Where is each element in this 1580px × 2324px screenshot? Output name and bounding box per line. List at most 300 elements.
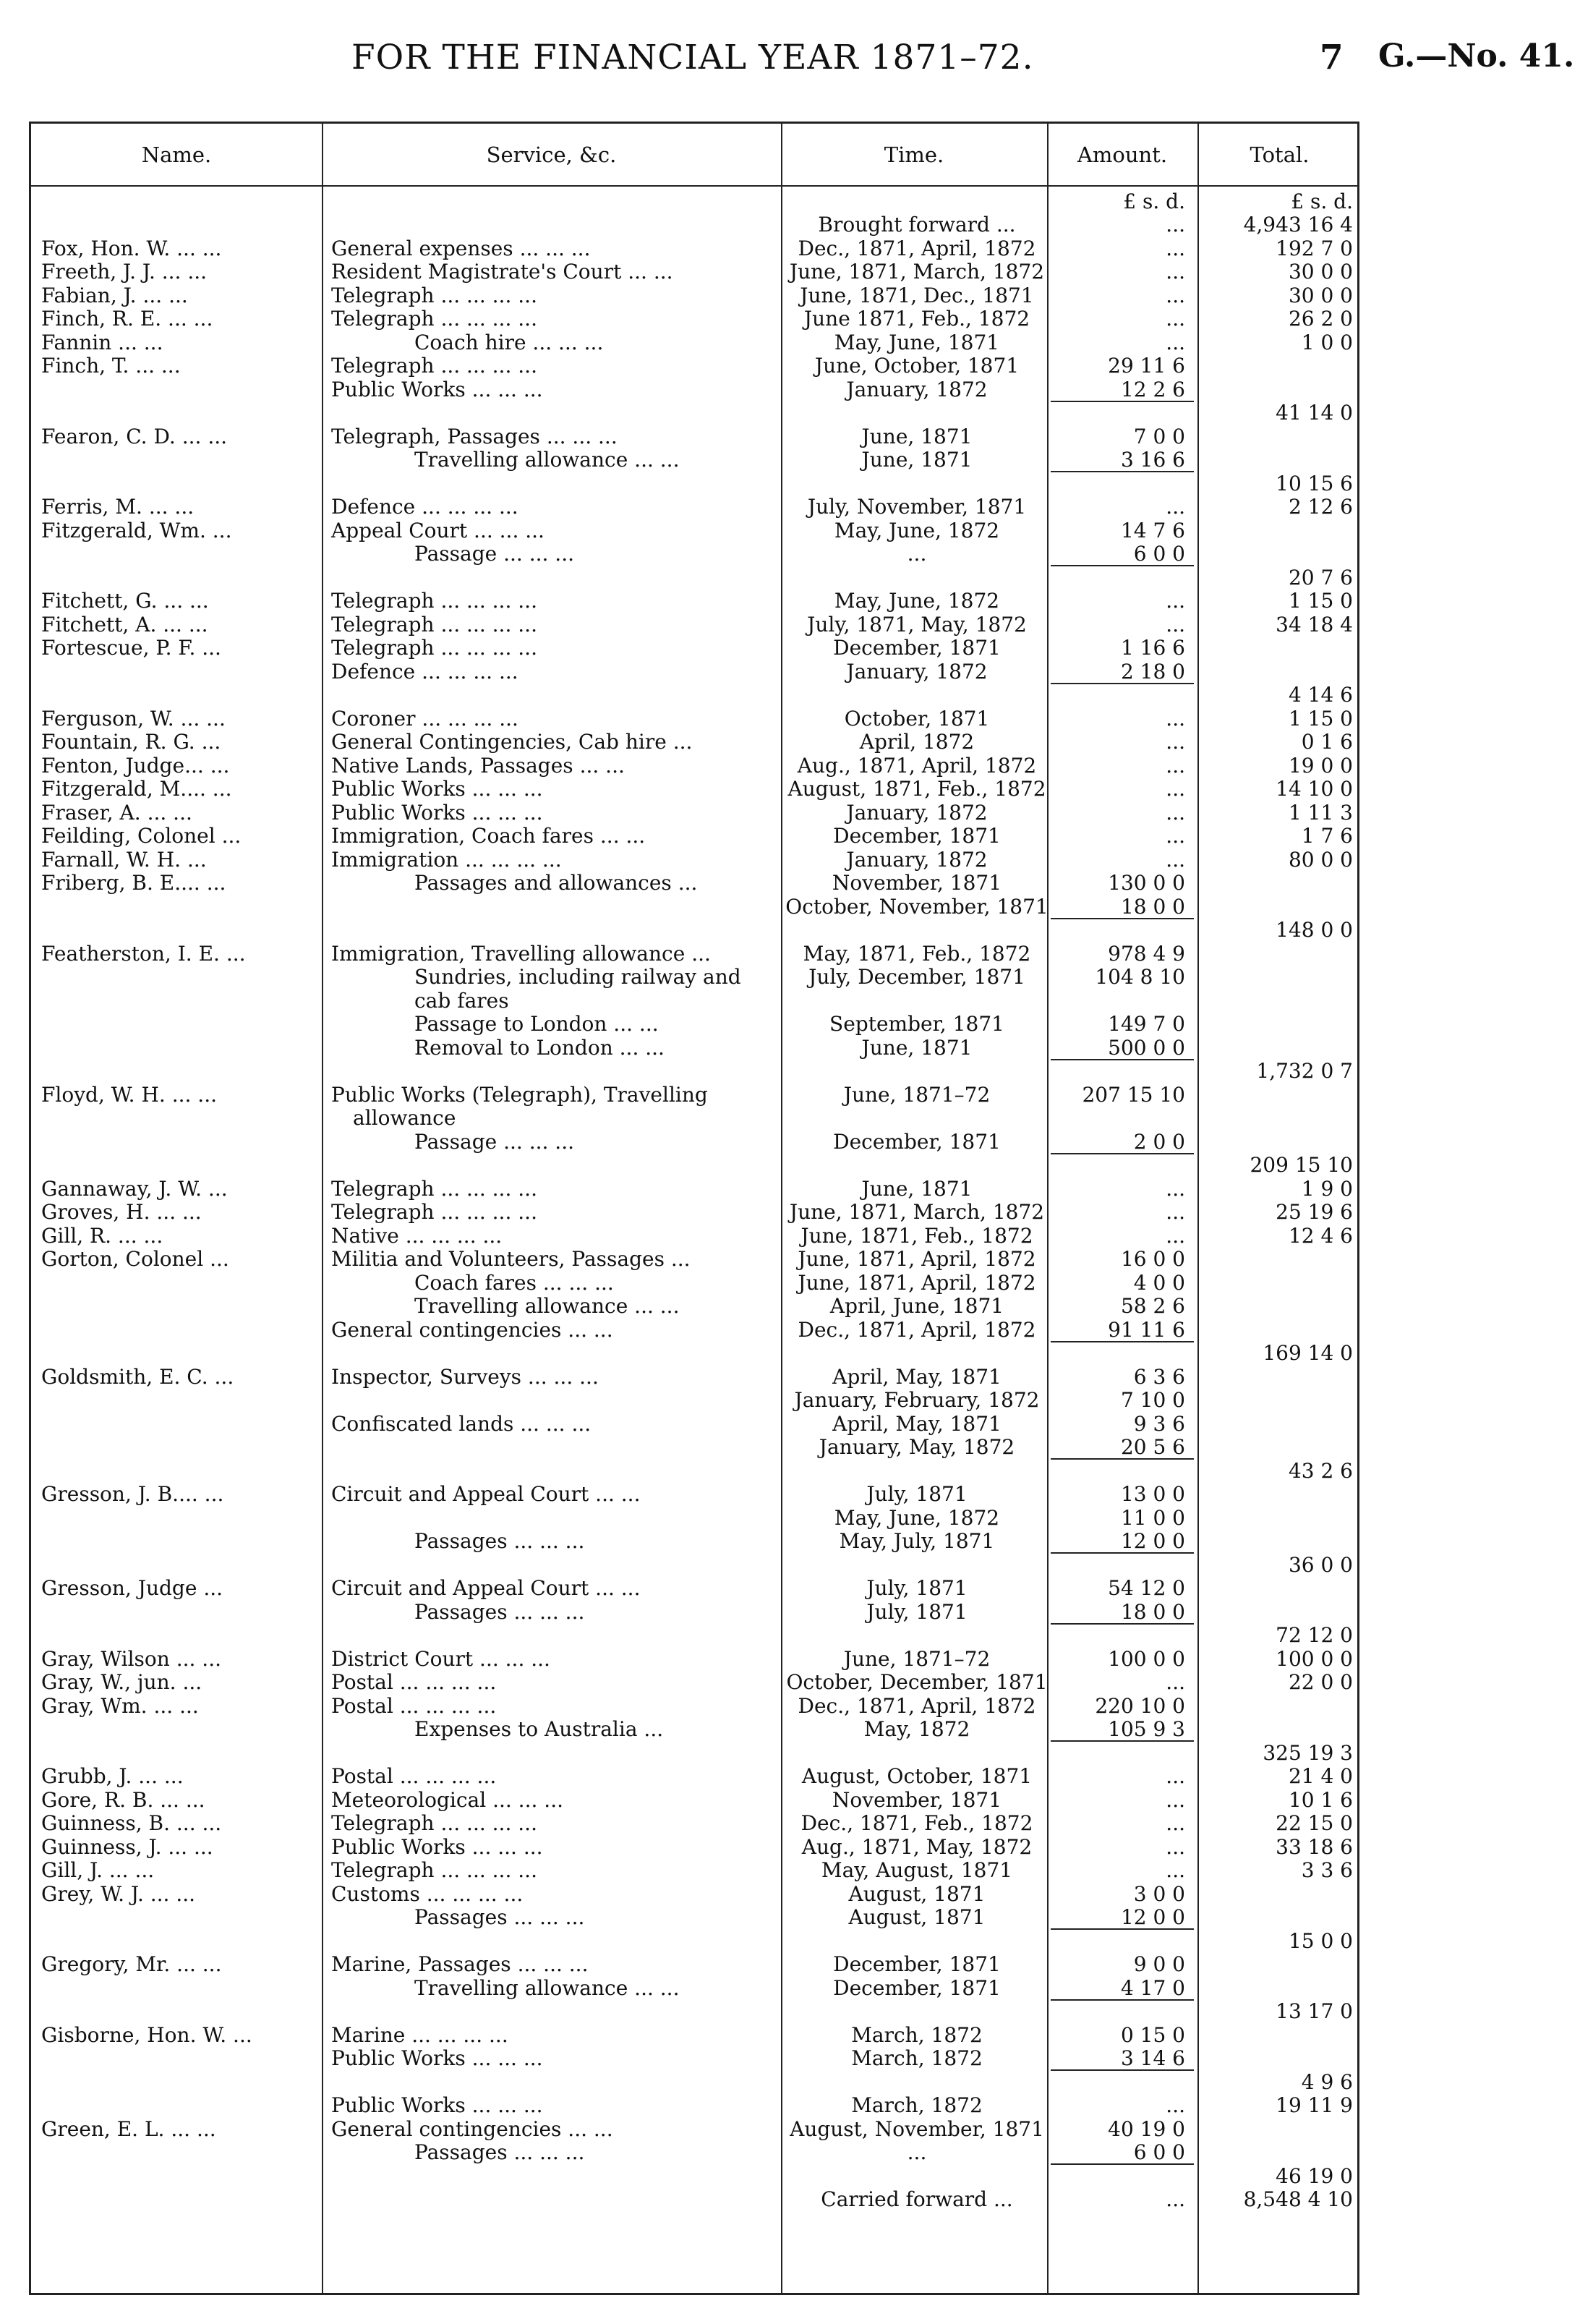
amount-value: 500 0 0 [1108,1035,1185,1060]
service-description: Confiscated lands ... ... ... [331,1411,592,1436]
amount-value: 4 0 0 [1133,1270,1185,1295]
table-row [31,542,1362,566]
time-period: June, 1871 [861,448,973,472]
time-period: June, 1871, Dec., 1871 [800,283,1034,307]
table-row [31,1201,1362,1224]
table-row [31,1366,1362,1389]
amount-value: 220 10 0 [1095,1693,1185,1718]
document-reference: G.—No. 41. [1378,38,1575,75]
total-value: 1,732 0 7 [1256,1059,1353,1083]
total-value: 4,943 16 4 [1243,213,1353,237]
payee-name: Fitzgerald, Wm. ... [41,518,232,542]
amount-value: ... [1166,1811,1185,1835]
time-period: January, February, 1872 [794,1388,1040,1412]
service-description: Travelling allowance ... ... [414,1294,680,1318]
amount-value: 104 8 10 [1095,965,1185,989]
total-value: 43 2 6 [1288,1458,1353,1483]
payee-name: Gresson, J. B.... ... [41,1482,224,1506]
time-period: October, 1871 [844,706,990,731]
payee-name: Gorton, Colonel ... [41,1247,229,1271]
amount-value: ... [1166,1834,1185,1859]
time-period: August, November, 1871 [790,2116,1044,2141]
total-value: 22 0 0 [1288,1670,1353,1694]
service-description: Public Works ... ... ... [331,777,543,801]
amount-value: ... [1166,1670,1185,1694]
total-value: 14 10 0 [1276,777,1353,801]
table-row [31,1460,1362,1483]
amount-value: 12 0 0 [1120,1529,1185,1553]
table-row [31,2094,1362,2117]
amount-value: 14 7 6 [1120,518,1185,542]
amount-value: 11 0 0 [1120,1505,1185,1530]
amount-value: 12 0 0 [1120,1905,1185,1929]
time-period: October, November, 1871 [785,894,1049,919]
table-row [31,1225,1362,1248]
amount-value: 18 0 0 [1120,1599,1185,1624]
time-period: July, 1871 [866,1599,968,1624]
total-value: 21 4 0 [1288,1764,1353,1788]
total-value: 10 15 6 [1276,471,1353,495]
total-value: 1 0 0 [1301,330,1353,354]
amount-value: ... [1166,1764,1185,1788]
amount-value: 3 0 0 [1133,1881,1185,1906]
table-row [31,1671,1362,1694]
service-description: Circuit and Appeal Court ... ... [331,1482,641,1506]
amount-value: ... [1166,495,1185,519]
total-value: 13 17 0 [1276,1999,1353,2023]
time-period: March, 1872 [851,2022,983,2047]
page-header [0,38,1580,81]
table-row [31,1577,1362,1600]
amount-value: 16 0 0 [1120,1247,1185,1271]
total-value: 1 7 6 [1301,824,1353,848]
total-units: £ s. d. [1291,190,1353,213]
service-description: Public Works ... ... ... [331,377,543,401]
amount-value: 7 10 0 [1120,1388,1185,1412]
time-period: Carried forward ... [821,2187,1013,2211]
service-description: Sundries, including railway and [414,965,741,989]
time-period: June, 1871, March, 1872 [789,1200,1045,1224]
time-period: July, 1871, May, 1872 [807,612,1027,637]
time-period: December, 1871 [833,1129,1001,1154]
table-row [31,637,1362,660]
time-period: May, July, 1871 [839,1529,995,1553]
payee-name: Goldsmith, E. C. ... [41,1364,234,1389]
time-period: July, November, 1871 [807,495,1027,519]
column-header-total: Total. [1250,142,1310,167]
service-description: General expenses ... ... ... [331,236,591,260]
total-value: 20 7 6 [1288,565,1353,589]
service-description: Telegraph ... ... ... ... [331,307,537,331]
time-period: December, 1871 [833,824,1001,848]
amount-value: 149 7 0 [1108,1012,1185,1036]
table-row [31,1107,1362,1130]
service-description: Passages ... ... ... [414,2140,585,2164]
table-row [31,989,1362,1013]
total-value: 19 0 0 [1288,753,1353,778]
payee-name: Floyd, W. H. ... ... [41,1082,217,1107]
time-period: September, 1871 [829,1012,1004,1036]
payee-name: Grubb, J. ... ... [41,1764,184,1788]
service-description: Marine ... ... ... ... [331,2022,508,2047]
service-description: Native Lands, Passages ... ... [331,753,625,778]
column-header-amount: Amount. [1077,142,1168,167]
service-description: Customs ... ... ... ... [331,1881,524,1906]
table-row [31,589,1362,613]
payee-name: Fox, Hon. W. ... ... [41,236,222,260]
time-period: May, June, 1872 [834,518,1000,542]
amount-value: ... [1166,213,1185,237]
total-value: 25 19 6 [1276,1200,1353,1224]
amount-value: 978 4 9 [1108,941,1185,966]
service-description: Telegraph ... ... ... ... [331,589,537,613]
service-description: Passage ... ... ... [414,542,575,566]
amount-value: ... [1166,330,1185,354]
table-row [31,2118,1362,2141]
payee-name: Fraser, A. ... ... [41,800,192,825]
total-value: 41 14 0 [1276,401,1353,425]
table-row [31,731,1362,754]
expenditure-table [29,122,1359,2295]
header-rule [31,185,1357,187]
service-description: Telegraph ... ... ... ... [331,1811,537,1835]
table-row [31,684,1362,707]
service-description: Telegraph ... ... ... ... [331,1858,537,1882]
amount-value: 2 18 0 [1120,659,1185,684]
total-value: 19 11 9 [1276,2093,1353,2117]
amount-value: 20 5 6 [1120,1435,1185,1459]
table-row [31,2024,1362,2047]
service-description: Telegraph, Passages ... ... ... [331,424,618,448]
amount-value: 1 16 6 [1120,636,1185,660]
table-row [31,1624,1362,1647]
payee-name: Guinness, B. ... ... [41,1811,222,1835]
time-period: November, 1871 [832,871,1002,895]
total-value: 1 15 0 [1288,589,1353,613]
time-period: March, 1872 [851,2093,983,2117]
amount-value: ... [1166,2093,1185,2117]
service-description: Coach hire ... ... ... [414,330,604,354]
amount-value: ... [1166,307,1185,331]
payee-name: Fitchett, A. ... ... [41,612,208,637]
amount-value: 58 2 6 [1120,1294,1185,1318]
total-value: 100 0 0 [1276,1646,1353,1671]
amount-value: ... [1166,800,1185,825]
table-row [31,566,1362,589]
table-row [31,1601,1362,1624]
payee-name: Groves, H. ... ... [41,1200,202,1224]
amount-value: ... [1166,589,1185,613]
table-row [31,660,1362,684]
service-description: Passages ... ... ... [414,1905,585,1929]
payee-name: Fabian, J. ... ... [41,283,188,307]
service-description: Passage to London ... ... [414,1012,659,1036]
amount-value: 6 0 0 [1133,542,1185,566]
table-row [31,1178,1362,1201]
total-value: 325 19 3 [1263,1740,1353,1765]
time-period: May, 1871, Feb., 1872 [803,941,1031,966]
table-row [31,495,1362,519]
total-value: 148 0 0 [1276,918,1353,942]
service-description: Postal ... ... ... ... [331,1670,497,1694]
table-row [31,1859,1362,1882]
service-description: Defence ... ... ... ... [331,659,518,684]
payee-name: Gregory, Mr. ... ... [41,1952,222,1976]
total-value: 30 0 0 [1288,260,1353,284]
total-value: 26 2 0 [1288,307,1353,331]
time-period: August, 1871, Feb., 1872 [787,777,1046,801]
amount-value: 54 12 0 [1108,1576,1185,1600]
service-description: Expenses to Australia ... [414,1717,664,1741]
service-description: Telegraph ... ... ... ... [331,283,537,307]
payee-name: Fortescue, P. F. ... [41,636,221,660]
time-period: August, October, 1871 [801,1764,1033,1788]
total-value: 4 14 6 [1288,683,1353,707]
total-value: 209 15 10 [1250,1153,1353,1177]
amount-value: ... [1166,2187,1185,2211]
payee-name: Fitzgerald, M.... ... [41,777,232,801]
amount-value: ... [1166,1787,1185,1812]
total-value: 12 4 6 [1288,1223,1353,1248]
payee-name: Green, E. L. ... ... [41,2116,216,2141]
table-row [31,237,1362,260]
amount-value: ... [1166,1223,1185,1248]
amount-value: ... [1166,1176,1185,1201]
time-period: July, 1871 [866,1482,968,1506]
table-row [31,401,1362,425]
table-row [31,1319,1362,1342]
amount-value: ... [1166,236,1185,260]
service-description: Marine, Passages ... ... ... [331,1952,589,1976]
service-description: District Court ... ... ... [331,1646,550,1671]
amount-value: 6 3 6 [1133,1364,1185,1389]
amount-value: 0 15 0 [1120,2022,1185,2047]
service-description: Immigration ... ... ... ... [331,847,562,872]
time-period: January, May, 1872 [819,1435,1015,1459]
amount-value: ... [1166,847,1185,872]
table-row [31,2047,1362,2070]
table-row [31,1530,1362,1553]
amount-value: 9 0 0 [1133,1952,1185,1976]
amount-value: 40 19 0 [1108,2116,1185,2141]
time-period: Dec., 1871, Feb., 1872 [800,1811,1033,1835]
service-description: Passages ... ... ... [414,1599,585,1624]
table-row [31,2188,1362,2211]
time-period: June, 1871, April, 1872 [798,1247,1036,1271]
payee-name: Finch, R. E. ... ... [41,307,213,331]
total-value: 15 0 0 [1288,1928,1353,1953]
payee-name: Guinness, J. ... ... [41,1834,213,1859]
table-row [31,213,1362,237]
service-description: Immigration, Travelling allowance ... [331,941,711,966]
table-row [31,1930,1362,1953]
table-row [31,1013,1362,1036]
time-period: January, 1872 [846,800,988,825]
table-row [31,425,1362,448]
table-row [31,1695,1362,1718]
total-value: 1 9 0 [1301,1176,1353,1201]
payee-name: Farnall, W. H. ... [41,847,207,872]
time-period: ... [907,2140,927,2164]
table-row [31,1883,1362,1906]
table-row [31,895,1362,919]
service-description: General contingencies ... ... [331,2116,613,2141]
service-description: allowance [353,1106,456,1130]
table-row [31,754,1362,778]
service-description: General contingencies ... ... [331,1317,613,1342]
payee-name: Gresson, Judge ... [41,1576,223,1600]
time-period: July, 1871 [866,1576,968,1600]
service-description: General Contingencies, Cab hire ... [331,730,693,754]
service-description: Telegraph ... ... ... ... [331,636,537,660]
service-description: Inspector, Surveys ... ... ... [331,1364,599,1389]
amount-value: 13 0 0 [1120,1482,1185,1506]
total-value: 72 12 0 [1276,1623,1353,1647]
total-value: 33 18 6 [1276,1834,1353,1859]
table-row [31,919,1362,942]
time-period: June, 1871, Feb., 1872 [800,1223,1033,1248]
table-row [31,1554,1362,1577]
table-row [31,354,1362,378]
service-description: Postal ... ... ... ... [331,1764,497,1788]
time-period: March, 1872 [851,2046,983,2070]
table-row [31,1789,1362,1812]
time-period: June, 1871, April, 1872 [798,1270,1036,1295]
service-description: Telegraph ... ... ... ... [331,1176,537,1201]
payee-name: Gray, W., jun. ... [41,1670,202,1694]
time-period: May, June, 1871 [834,330,1000,354]
payee-name: Gore, R. B. ... ... [41,1787,205,1812]
amount-value: 6 0 0 [1133,2140,1185,2164]
table-row [31,1836,1362,1859]
amount-value: ... [1166,1200,1185,1224]
time-period: Aug., 1871, April, 1872 [797,753,1037,778]
amount-value: ... [1166,612,1185,637]
service-description: Telegraph ... ... ... ... [331,354,537,378]
service-description: Public Works ... ... ... [331,2093,543,2117]
amount-value: ... [1166,753,1185,778]
payee-name: Fountain, R. G. ... [41,730,221,754]
time-period: May, June, 1872 [834,1505,1000,1530]
table-row [31,1295,1362,1318]
amount-value: 12 2 6 [1120,377,1185,401]
table-row [31,1413,1362,1436]
table-row [31,1389,1362,1412]
table-row [31,1037,1362,1060]
table-row [31,801,1362,825]
amount-value: 91 11 6 [1108,1317,1185,1342]
payee-name: Fannin ... ... [41,330,163,354]
column-header-name: Name. [141,142,212,167]
time-period: June, 1871–72 [843,1082,991,1107]
service-description: Public Works ... ... ... [331,800,543,825]
table-row [31,1977,1362,2000]
table-row [31,1953,1362,1976]
table-row [31,966,1362,989]
time-period: April, 1872 [859,730,975,754]
time-period: December, 1871 [833,1952,1001,1976]
column-header-time: Time. [884,142,944,167]
table-row [31,1272,1362,1295]
service-description: Militia and Volunteers, Passages ... [331,1247,691,1271]
payee-name: Gill, J. ... ... [41,1858,155,1882]
amount-value: 3 14 6 [1120,2046,1185,2070]
time-period: Aug., 1871, May, 1872 [801,1834,1033,1859]
amount-value: ... [1166,1858,1185,1882]
payee-name: Fitchett, G. ... ... [41,589,209,613]
time-period: ... [907,542,927,566]
amount-value: ... [1166,260,1185,284]
service-description: Resident Magistrate's Court ... ... [331,260,673,284]
page-title: FOR THE FINANCIAL YEAR 1871–72. [351,38,1034,77]
table-row [31,2165,1362,2188]
table-row [31,307,1362,331]
time-period: Dec., 1871, April, 1872 [798,236,1036,260]
amount-value: ... [1166,283,1185,307]
service-description: Telegraph ... ... ... ... [331,612,537,637]
table-row [31,1084,1362,1107]
column-header-service: Service, &c. [486,142,617,167]
table-row [31,1131,1362,1154]
service-description: Meteorological ... ... ... [331,1787,563,1812]
service-description: Removal to London ... ... [414,1035,665,1060]
time-period: Dec., 1871, April, 1872 [798,1317,1036,1342]
payee-name: Ferris, M. ... ... [41,495,195,519]
table-row [31,378,1362,401]
total-value: 169 14 0 [1263,1341,1353,1365]
table-row [31,2141,1362,2164]
table-row [31,942,1362,966]
table-row [31,448,1362,472]
table-row [31,1507,1362,1530]
amount-value: 4 17 0 [1120,1975,1185,2000]
table-row [31,2000,1362,2023]
time-period: January, 1872 [846,377,988,401]
service-description: Passage ... ... ... [414,1129,575,1154]
total-value: 192 7 0 [1276,236,1353,260]
table-row [31,519,1362,542]
service-description: Appeal Court ... ... ... [331,518,545,542]
table-row [31,1742,1362,1765]
payee-name: Gray, Wm. ... ... [41,1693,199,1718]
payee-name: Gisborne, Hon. W. ... [41,2022,252,2047]
payee-name: Fenton, Judge... ... [41,753,230,778]
table-row [31,1765,1362,1788]
table-row [31,1060,1362,1083]
payee-name: Featherston, I. E. ... [41,941,246,966]
service-description: Circuit and Appeal Court ... ... [331,1576,641,1600]
time-period: August, 1871 [848,1905,986,1929]
total-value: 34 18 4 [1276,612,1353,637]
service-description: Telegraph ... ... ... ... [331,1200,537,1224]
amount-value: 7 0 0 [1133,424,1185,448]
total-value: 22 15 0 [1276,1811,1353,1835]
time-period: June 1871, Feb., 1872 [803,307,1030,331]
payee-name: Friberg, B. E.... ... [41,871,226,895]
table-row [31,848,1362,872]
time-period: January, 1872 [846,847,988,872]
payee-name: Finch, T. ... ... [41,354,181,378]
service-description: Defence ... ... ... ... [331,495,518,519]
payee-name: Fearon, C. D. ... ... [41,424,228,448]
total-value: 30 0 0 [1288,283,1353,307]
time-period: June, October, 1871 [814,354,1020,378]
total-value: 80 0 0 [1288,847,1353,872]
table-row [31,1906,1362,1929]
total-value: 1 11 3 [1288,800,1353,825]
payee-name: Gill, R. ... ... [41,1223,163,1248]
total-value: 8,548 4 10 [1243,2187,1353,2211]
